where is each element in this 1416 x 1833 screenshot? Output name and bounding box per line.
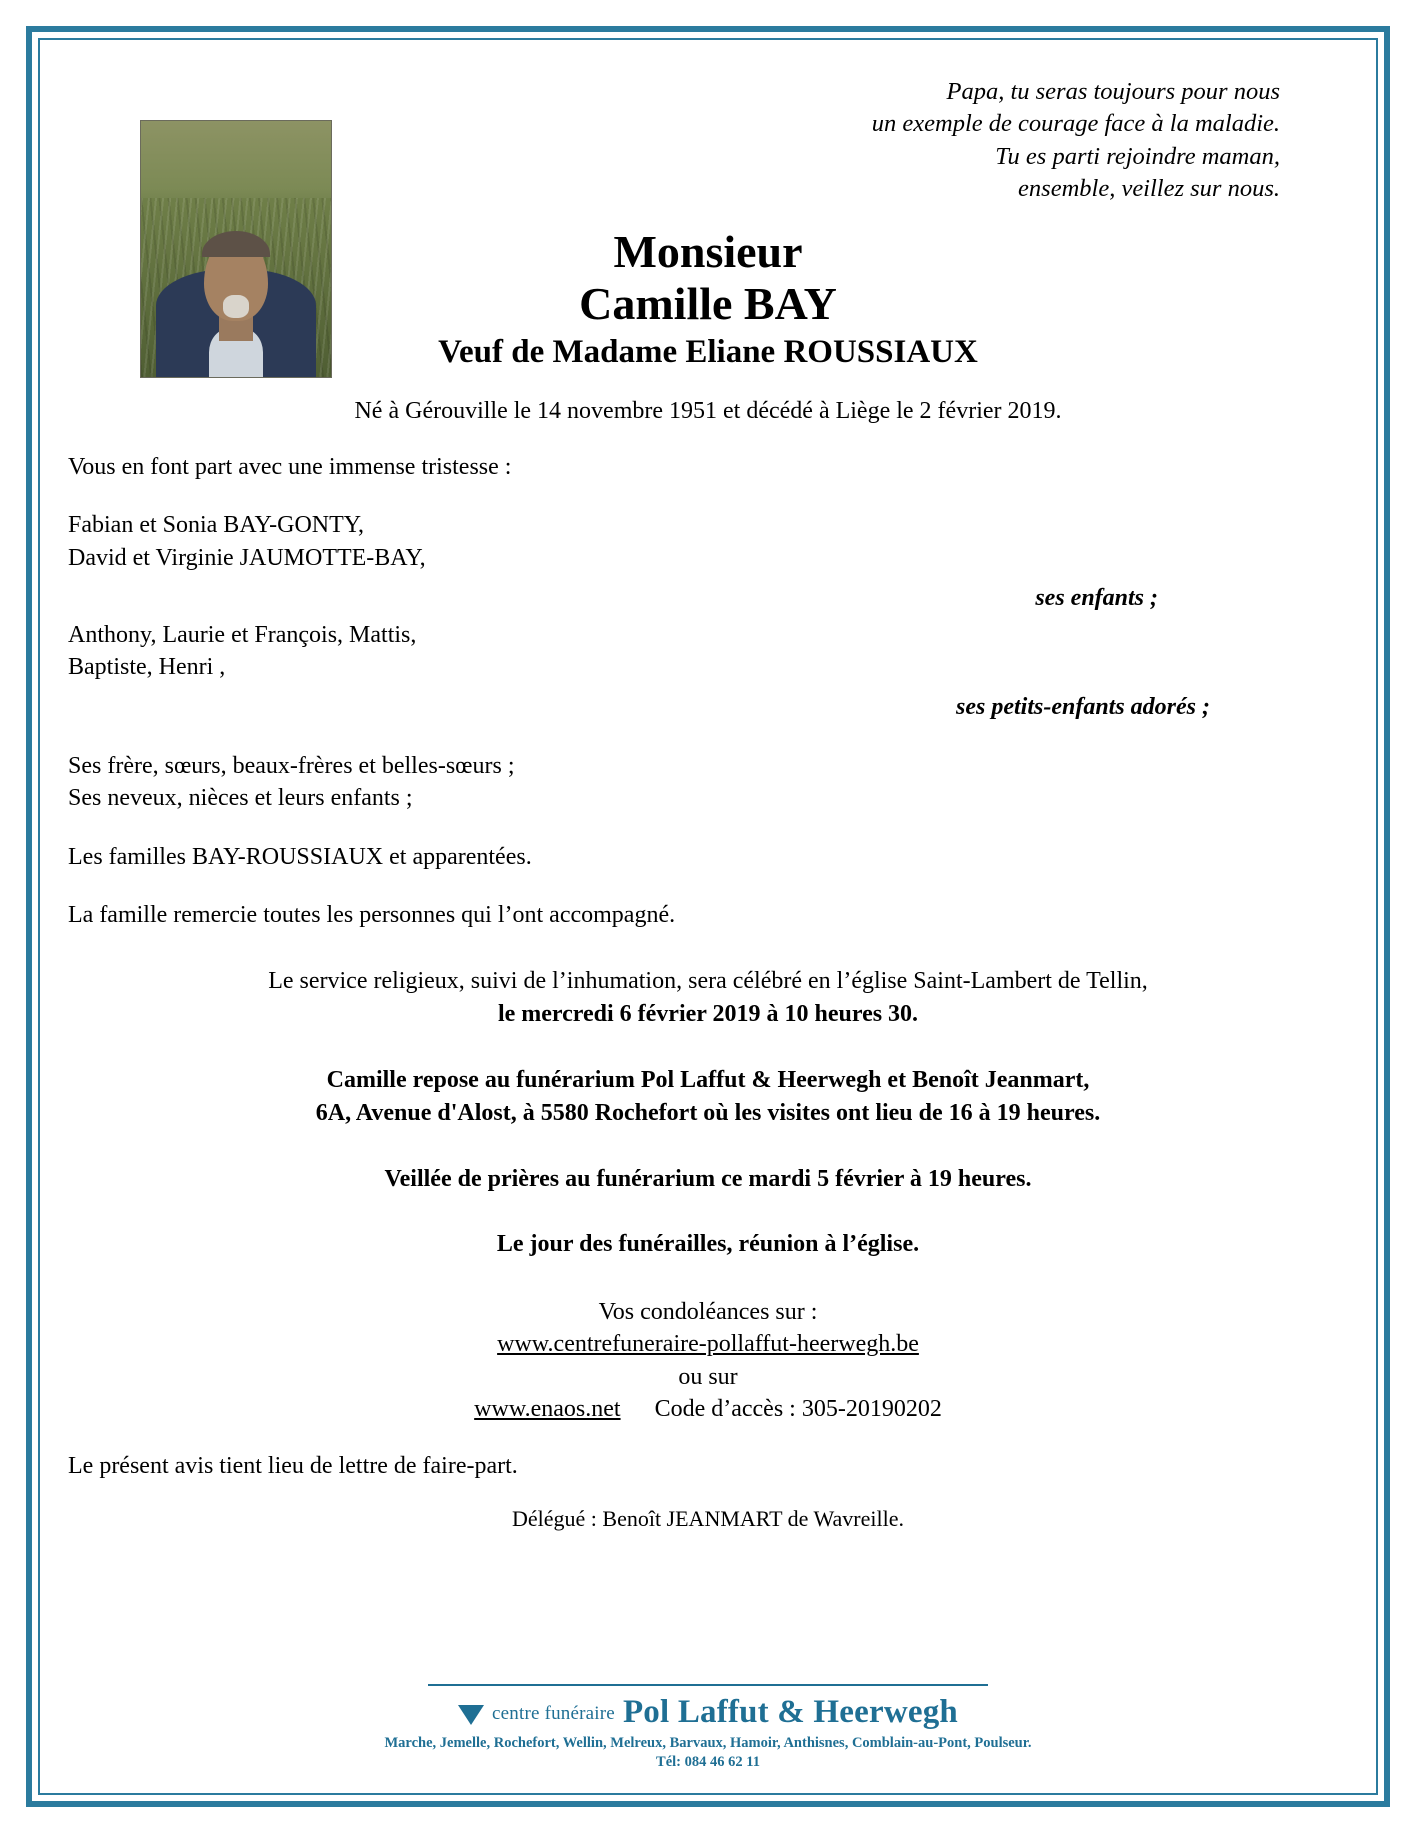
children-role: ses enfants ; (1035, 585, 1158, 612)
list-item: Fabian et Sonia BAY-GONTY, (68, 512, 365, 539)
obituary-content (58, 58, 1358, 1775)
triangle-icon (458, 1705, 484, 1725)
children-list (58, 509, 1358, 574)
list-item: Baptiste, Henri , (68, 653, 226, 680)
dedication-line-2: un exemple de courage face à la maladie. (871, 110, 1280, 138)
announcement-body (58, 451, 1358, 931)
condolences-access-row (58, 1393, 1358, 1425)
condolences-or: ou sur (678, 1363, 738, 1390)
announcement-intro: Vous en font part avec une immense tristesse : (68, 454, 512, 480)
funerarium-line-2: 6A, Avenue d'Alost, à 5580 Rochefort où les visites ont lieu de 16 à 19 heures. (315, 1100, 1101, 1127)
deceased-name-block (58, 226, 1358, 374)
footer-small-text: centre funéraire (492, 1703, 615, 1724)
list-item: Ses frère, sœurs, beaux-frères et belles-sœurs ; (68, 752, 515, 779)
thanks-line: La famille remercie toutes les personnes qui l’ont accompagné. (68, 901, 676, 928)
deceased-title: Monsieur (613, 226, 803, 277)
condolences-intro: Vos condoléances sur : (598, 1298, 818, 1325)
dedication-text (640, 76, 1280, 205)
families-line: Les familles BAY-ROUSSIAUX et apparentées. (68, 843, 532, 870)
service-line-1: Le service religieux, suivi de l’inhumation, sera célébré en l’église Saint-Lambert de Tellin, (268, 968, 1148, 995)
deceased-spouse: Veuf de Madame Eliane ROUSSIAUX (438, 334, 978, 371)
reunion-line: Le jour des funérailles, réunion à l’église. (496, 1231, 920, 1258)
footer-logo-block (58, 1684, 1358, 1771)
footer-brand-row (58, 1694, 1358, 1731)
funerarium-line-1: Camille repose au funérarium Pol Laffut & Heerwegh et Benoît Jeanmart, (326, 1066, 1090, 1093)
grandchildren-role: ses petits-enfants adorés ; (956, 694, 1210, 721)
birth-death-line: Né à Gérouville le 14 novembre 1951 et décédé à Liège le 2 février 2019. (354, 398, 1062, 424)
grandchildren-list (58, 619, 1358, 684)
delegate-line: Délégué : Benoît JEANMART de Wavreille. (511, 1506, 904, 1532)
condolences-website-2[interactable]: www.enaos.net (474, 1396, 621, 1423)
condolences-access-code: Code d’accès : 305-20190202 (654, 1396, 942, 1423)
list-item: Anthony, Laurie et François, Mattis, (68, 621, 417, 648)
deceased-name: Camille BAY (579, 277, 837, 329)
footer-phone: Tél: 084 46 62 11 (656, 1754, 760, 1770)
funerarium-info (58, 1064, 1358, 1131)
condolences-website-1[interactable]: www.centrefuneraire-pollaffut-heerwegh.be (497, 1331, 919, 1358)
dedication-line-1: Papa, tu seras toujours pour nous (946, 78, 1280, 105)
service-line-2: le mercredi 6 février 2019 à 10 heures 30. (497, 1001, 919, 1028)
list-item: David et Virginie JAUMOTTE-BAY, (68, 544, 426, 571)
siblings-list (58, 750, 1358, 815)
condolences-block (58, 1296, 1358, 1426)
footer-brand-name: Pol Laffut & Heerwegh (622, 1694, 958, 1730)
dedication-line-4: ensemble, veillez sur nous. (1018, 174, 1280, 202)
footer-towns: Marche, Jemelle, Rochefort, Wellin, Melreux, Barvaux, Hamoir, Anthisnes, Comblain-au-Pont, Poulseur. (384, 1735, 1032, 1751)
dedication-line-3: Tu es parti rejoindre maman, (995, 142, 1280, 170)
service-info (58, 965, 1358, 1031)
legal-notice: Le présent avis tient lieu de lettre de faire-part. (68, 1453, 518, 1480)
header-section (58, 58, 1358, 371)
vigil-line: Veillée de prières au funérarium ce mardi 5 février à 19 heures. (384, 1165, 1032, 1192)
footer-divider (428, 1684, 988, 1686)
list-item: Ses neveux, nièces et leurs enfants ; (68, 785, 413, 812)
